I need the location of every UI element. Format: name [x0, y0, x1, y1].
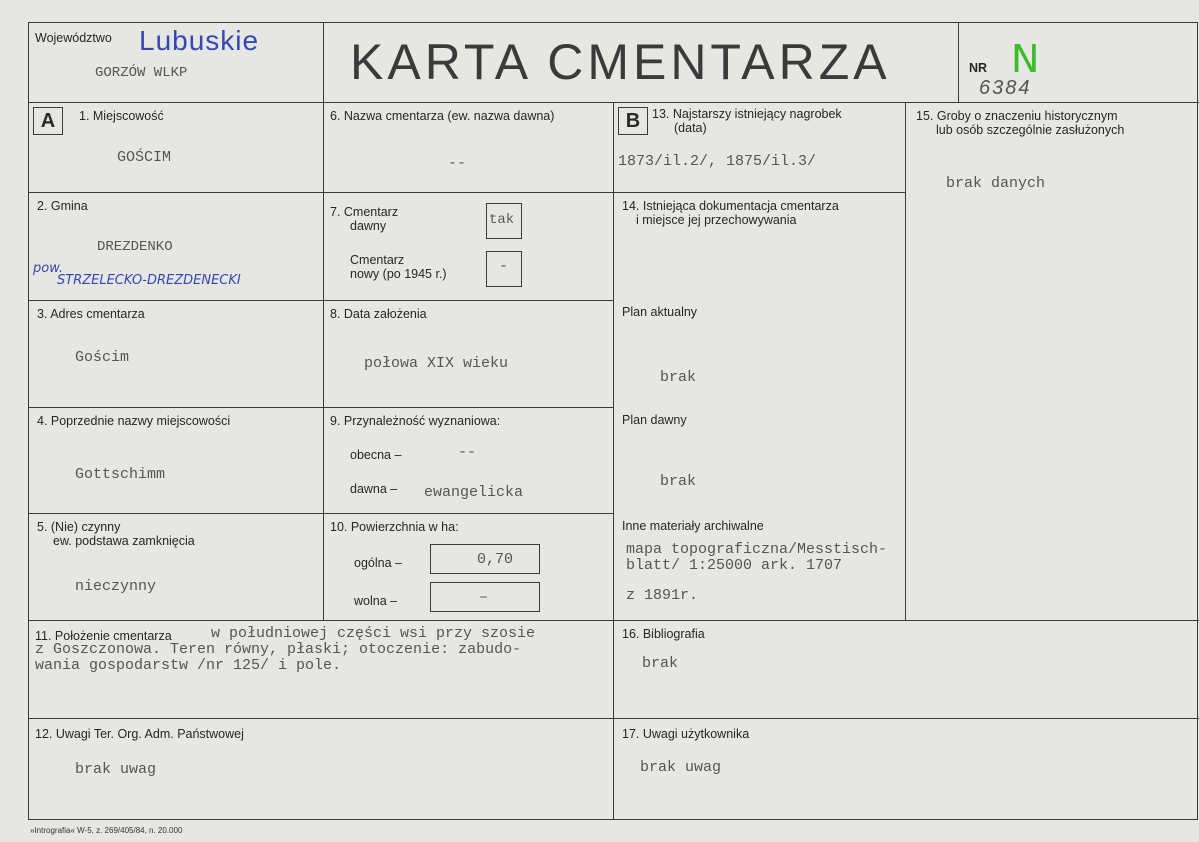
field-15-sublabel: lub osób szczególnie zasłużonych — [936, 123, 1125, 137]
field-17-value: brak uwag — [640, 759, 722, 776]
cell-12-uwagi-ter — [29, 719, 614, 819]
field-1-label: 1. Miejscowość — [79, 109, 164, 123]
cell-6-nazwa — [324, 103, 614, 193]
form-title: KARTA CMENTARZA — [350, 34, 891, 90]
field-5-label: 5. (Nie) czynny — [37, 520, 121, 534]
plan-aktualny-value: brak — [660, 369, 697, 386]
cell-4-poprzednie-nazwy — [29, 408, 324, 514]
inne-materialy-line1: mapa topograficzna/Messtisch- — [626, 541, 888, 558]
form-frame — [28, 22, 1198, 820]
cell-17-uwagi-uzytkownika — [614, 719, 1199, 819]
field-5-value: nieczynny — [75, 578, 157, 595]
field-7-dawny-value: tak — [489, 212, 515, 228]
field-5-sublabel: ew. podstawa zamknięcia — [53, 534, 195, 548]
wojewodztwo-label: Województwo — [35, 31, 112, 45]
cell-14-dokumentacja — [614, 193, 906, 621]
field-17-label: 17. Uwagi użytkownika — [622, 727, 750, 741]
field-14-label: 14. Istniejąca dokumentacja cmentarza — [622, 199, 839, 213]
field-13-sublabel: (data) — [674, 121, 707, 135]
field-12-value: brak uwag — [75, 761, 157, 778]
field-11-line3: wania gospodarstw /nr 125/ i pole. — [35, 657, 342, 674]
field-14-sublabel: i miejsce jej przechowywania — [636, 213, 797, 227]
nr-value: 6384 — [979, 77, 1032, 99]
powiat-value: STRZELECKO-DREZDENECKI — [57, 273, 241, 288]
cell-10-powierzchnia — [324, 514, 614, 621]
cell-3-adres — [29, 301, 324, 408]
cell-5-czynny — [29, 514, 324, 621]
city-typed: GORZÓW WLKP — [95, 65, 188, 81]
field-9-obecna-label: obecna – — [350, 448, 402, 462]
field-7-nowy-value: - — [499, 258, 509, 275]
nr-mark: N — [1011, 37, 1040, 81]
section-a-badge: A — [33, 107, 63, 135]
cell-15-groby — [906, 103, 1199, 621]
field-4-label: 4. Poprzednie nazwy miejscowości — [37, 414, 231, 428]
field-8-label: 8. Data założenia — [330, 307, 427, 321]
field-2-value: DREZDENKO — [97, 239, 173, 255]
header-wojewodztwo-cell — [29, 23, 324, 103]
field-1-value: GOŚCIM — [117, 149, 172, 166]
field-7-dawny-sublabel: dawny — [350, 219, 387, 233]
field-3-value: Gościm — [75, 349, 130, 366]
field-9-dawna-label: dawna – — [350, 482, 398, 496]
field-10-ogolna-value: 0,70 — [477, 551, 514, 568]
field-15-label: 15. Groby o znaczeniu historycznym — [916, 109, 1118, 123]
field-10-label: 10. Powierzchnia w ha: — [330, 520, 459, 534]
plan-dawny-value: brak — [660, 473, 697, 490]
field-10-ogolna-label: ogólna – — [354, 556, 402, 570]
header-title-cell — [324, 23, 959, 103]
field-7-nowy-box — [486, 251, 522, 287]
plan-aktualny-label: Plan aktualny — [622, 305, 698, 319]
inne-materialy-line2: blatt/ 1:25000 ark. 1707 — [626, 557, 843, 574]
field-12-label: 12. Uwagi Ter. Org. Adm. Państwowej — [35, 727, 244, 741]
cell-7-cmentarz — [324, 193, 614, 301]
field-7-dawny-label: 7. Cmentarz — [330, 205, 399, 219]
section-b-badge: B — [618, 107, 648, 135]
cell-11-polozenie — [29, 621, 614, 719]
field-7-nowy-label: Cmentarz — [350, 253, 405, 267]
print-footer: »Intrografia« W-5, z. 269/405/84, n. 20.000 — [30, 826, 183, 835]
field-7-dawny-box — [486, 203, 522, 239]
field-11-line1: w południowej części wsi przy szosie — [211, 625, 536, 642]
field-6-value: -- — [448, 155, 467, 172]
inne-materialy-label: Inne materiały archiwalne — [622, 519, 764, 533]
cell-8-data-zalozenia — [324, 301, 614, 408]
inne-materialy-line3: z 1891r. — [626, 587, 699, 604]
nr-label: NR — [969, 61, 988, 75]
field-3-label: 3. Adres cmentarza — [37, 307, 145, 321]
field-16-value: brak — [642, 655, 679, 672]
cell-2-gmina — [29, 193, 324, 301]
field-7-nowy-sublabel: nowy (po 1945 r.) — [350, 267, 447, 281]
powiat-label: pow. — [33, 261, 64, 276]
field-2-label: 2. Gmina — [37, 199, 88, 213]
cell-13-nagrobek — [614, 103, 906, 193]
header-nr-cell — [959, 23, 1199, 103]
field-15-value: brak danych — [946, 175, 1046, 192]
field-10-wolna-box — [430, 582, 540, 612]
field-11-line2: z Goszczonowa. Teren równy, płaski; otoczenie: zabudo- — [35, 641, 522, 658]
cell-1-miejscowosc — [29, 103, 324, 193]
field-9-obecna-value: -- — [458, 444, 477, 461]
field-13-value: 1873/il.2/, 1875/il.3/ — [618, 153, 817, 170]
field-10-ogolna-box — [430, 544, 540, 574]
cell-16-bibliografia — [614, 621, 1199, 719]
field-9-label: 9. Przynależność wyznaniowa: — [330, 414, 501, 428]
field-10-wolna-value: – — [479, 589, 489, 606]
field-13-label: 13. Najstarszy istniejący nagrobek — [652, 107, 842, 121]
field-9-dawna-value: ewangelicka — [424, 484, 524, 501]
field-6-label: 6. Nazwa cmentarza (ew. nazwa dawna) — [330, 109, 555, 123]
field-4-value: Gottschimm — [75, 466, 166, 483]
field-10-wolna-label: wolna – — [354, 594, 398, 608]
field-8-value: połowa XIX wieku — [364, 355, 509, 372]
plan-dawny-label: Plan dawny — [622, 413, 687, 427]
cell-9-wyznanie — [324, 408, 614, 514]
field-16-label: 16. Bibliografia — [622, 627, 705, 641]
field-11-label: 11. Położenie cmentarza — [35, 629, 172, 643]
wojewodztwo-stamp: Lubuskie — [139, 25, 260, 56]
